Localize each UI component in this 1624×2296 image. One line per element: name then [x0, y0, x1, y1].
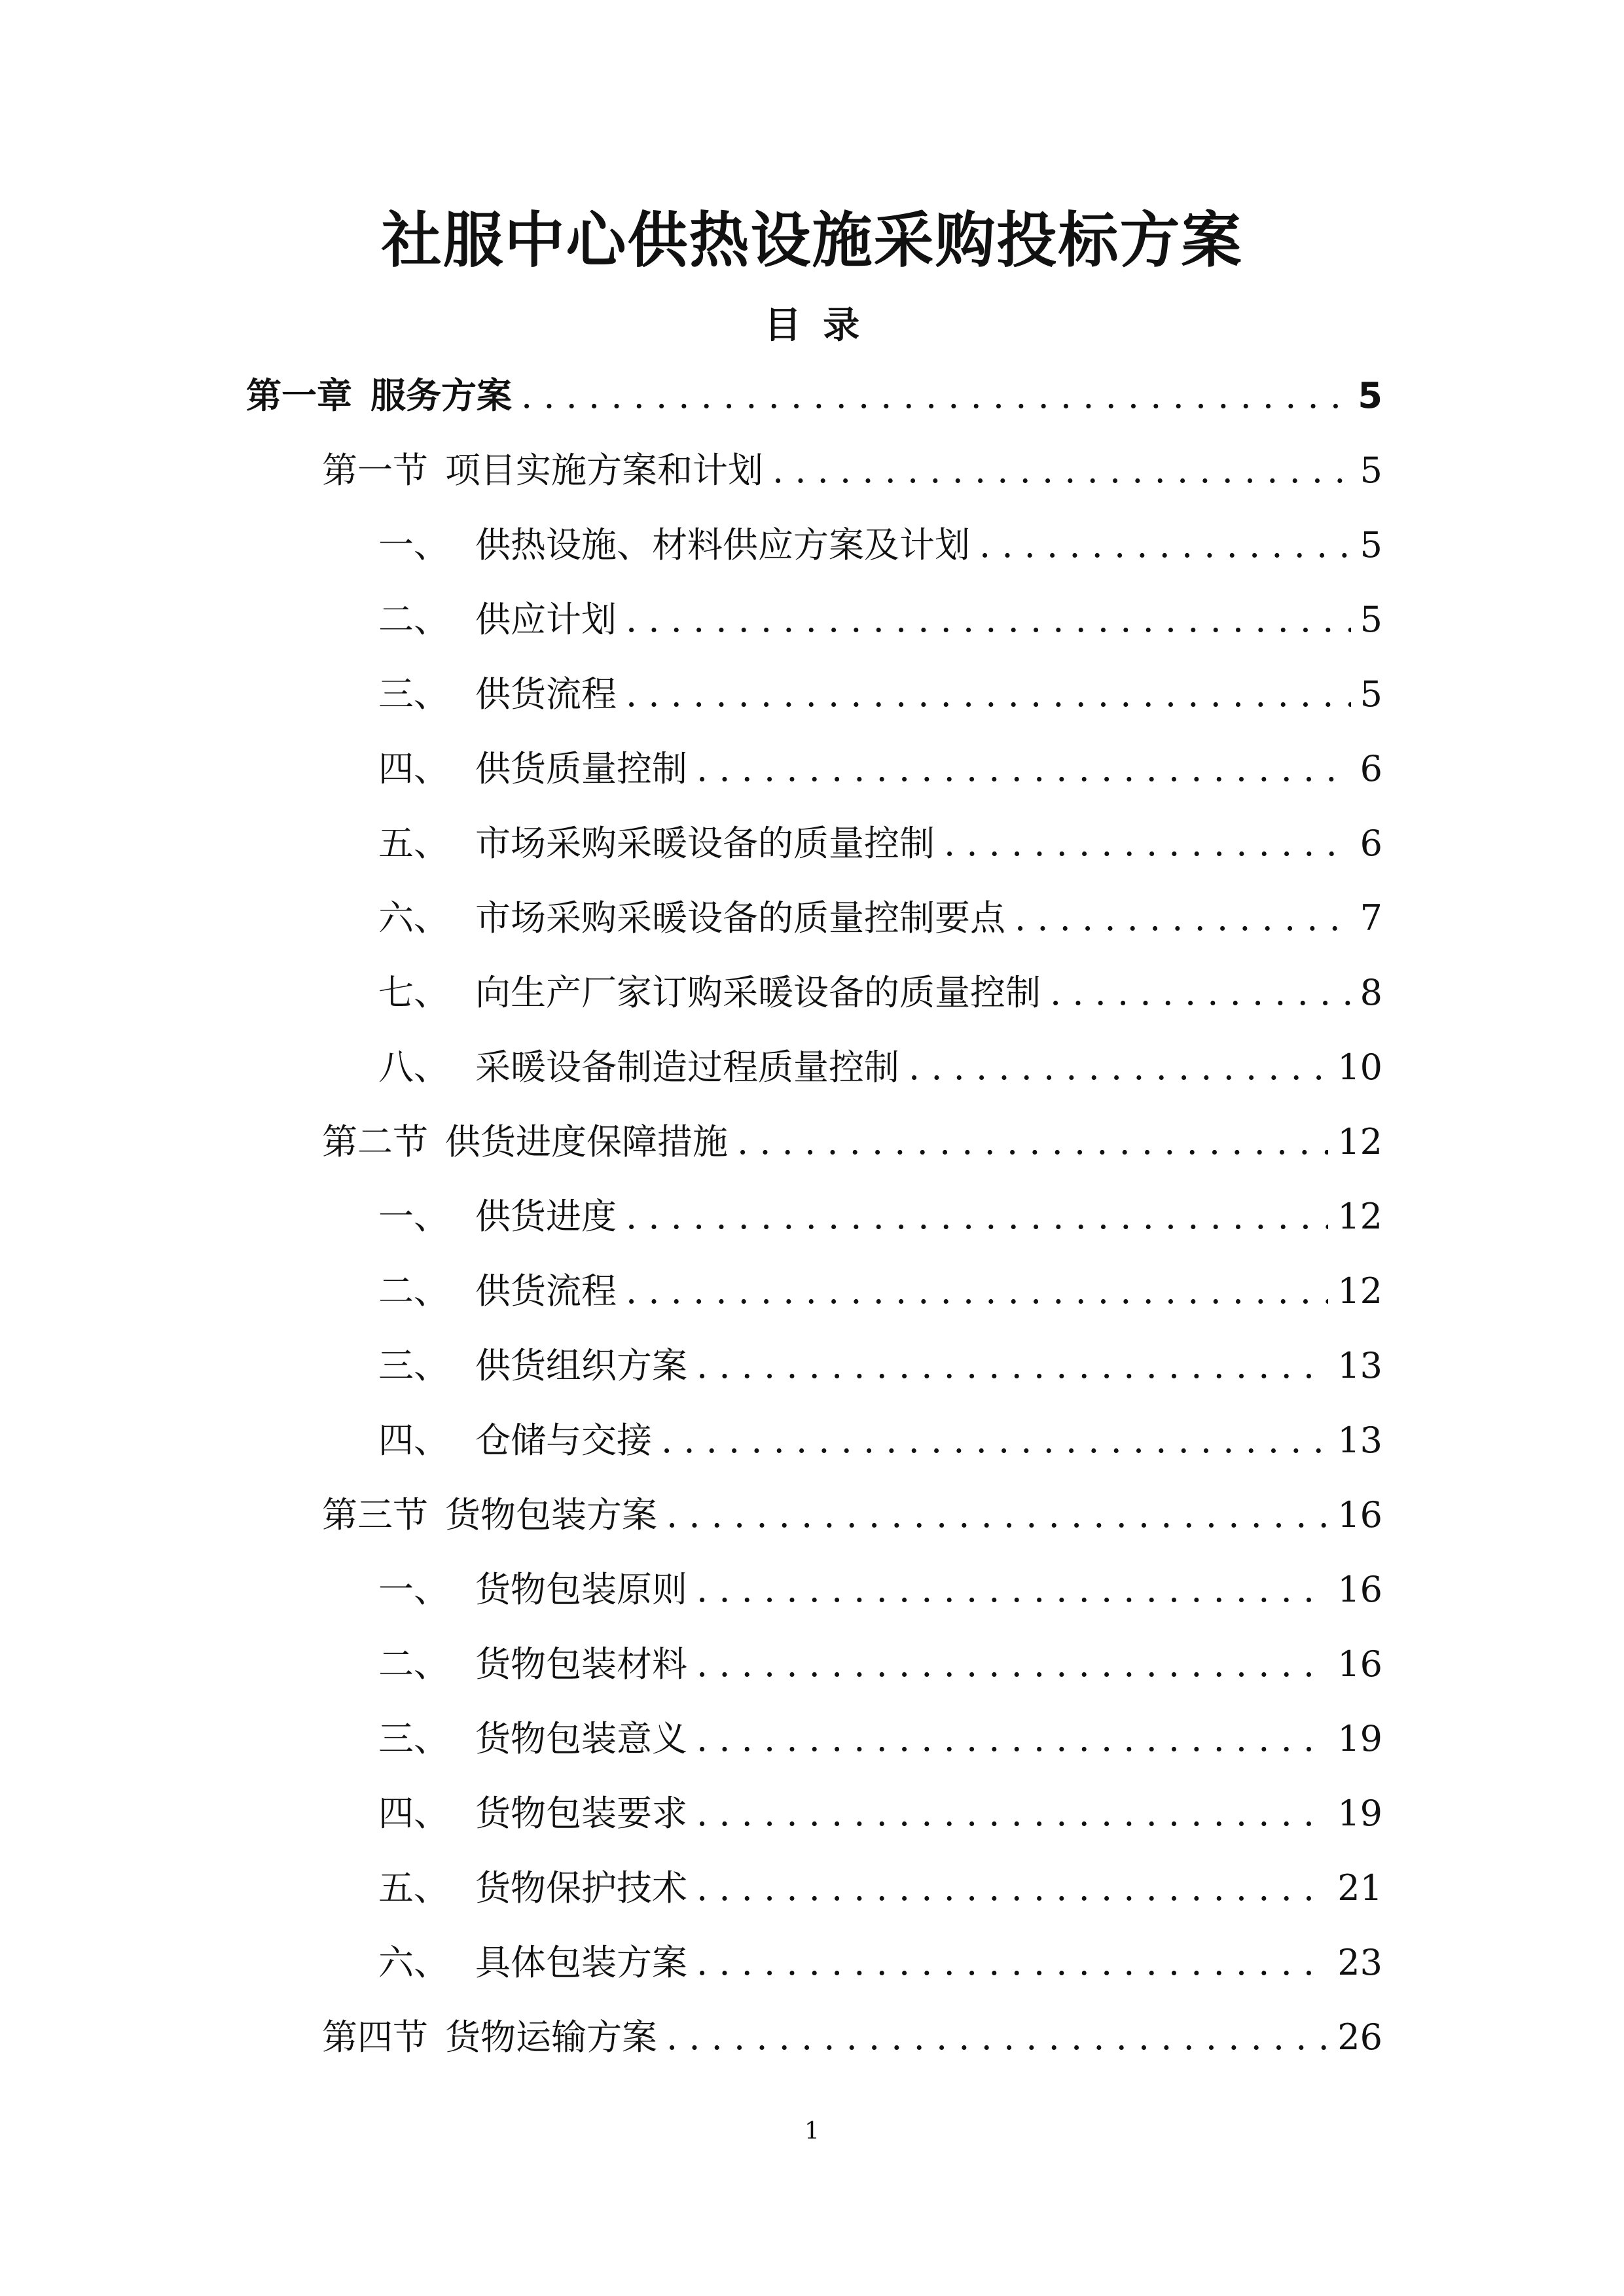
toc-entry-number: 四、	[378, 1420, 449, 1461]
toc-entry-label: 供货组织方案	[475, 1345, 687, 1386]
toc-entry-label: 供应计划	[475, 599, 617, 640]
toc-entry-number: 四、	[378, 1793, 449, 1834]
toc-entry-label: 货物包装要求	[475, 1793, 687, 1834]
dot-leader	[772, 433, 1351, 508]
toc-entry-label: 服务方案	[370, 375, 512, 416]
toc-entry[interactable]	[0, 583, 1624, 657]
toc-entry-label: 市场采购采暖设备的质量控制	[475, 823, 935, 864]
toc-entry[interactable]	[0, 1478, 1624, 1552]
dot-leader	[1050, 956, 1351, 1030]
dot-leader	[979, 508, 1351, 583]
toc-entry-label: 供货进度保障措施	[445, 1121, 728, 1162]
toc-entry-number: 六、	[378, 897, 449, 939]
dot-leader	[661, 1403, 1328, 1478]
table-of-contents	[0, 359, 1624, 2075]
toc-entry[interactable]	[0, 1105, 1624, 1179]
toc-entry-page: 13	[1337, 1345, 1382, 1386]
toc-entry-number: 一、	[378, 1196, 449, 1237]
dot-leader	[666, 1478, 1328, 1552]
toc-entry-label: 具体包装方案	[475, 1942, 687, 1983]
toc-entry[interactable]	[0, 806, 1624, 881]
toc-entry-number: 三、	[378, 1345, 449, 1386]
toc-entry[interactable]	[0, 1702, 1624, 1776]
toc-entry-number: 六、	[378, 1942, 449, 1983]
toc-entry[interactable]	[0, 1403, 1624, 1478]
toc-heading: 目 录	[764, 304, 860, 347]
toc-entry-page: 21	[1337, 1867, 1382, 1909]
toc-entry[interactable]	[0, 732, 1624, 806]
toc-entry[interactable]	[0, 1627, 1624, 1702]
page-number: 1	[804, 2118, 820, 2145]
toc-entry-number: 三、	[378, 1718, 449, 1759]
dot-leader	[626, 1179, 1328, 1254]
toc-entry-number: 一、	[378, 524, 449, 565]
toc-entry-label: 货物包装方案	[445, 1494, 657, 1535]
toc-entry-page: 5	[1360, 673, 1382, 715]
toc-entry[interactable]	[0, 433, 1624, 508]
toc-entry-number: 四、	[378, 748, 449, 789]
toc-entry-label: 货物保护技术	[475, 1867, 687, 1909]
toc-entry-label: 货物包装原则	[475, 1569, 687, 1610]
dot-leader	[626, 657, 1351, 732]
toc-entry-label: 供热设施、材料供应方案及计划	[475, 524, 970, 565]
toc-entry-page: 12	[1337, 1121, 1382, 1162]
toc-entry-page: 19	[1337, 1718, 1382, 1759]
toc-entry-number: 二、	[378, 1270, 449, 1312]
document-title: 社服中心供热设施采购投标方案	[381, 206, 1243, 276]
toc-entry[interactable]	[0, 1851, 1624, 1926]
dot-leader	[909, 1030, 1328, 1105]
dot-leader	[696, 1627, 1328, 1702]
toc-entry[interactable]	[0, 508, 1624, 583]
toc-entry[interactable]	[0, 1552, 1624, 1627]
toc-entry[interactable]	[0, 2000, 1624, 2075]
toc-entry-number: 五、	[378, 1867, 449, 1909]
dot-leader	[696, 1552, 1328, 1627]
toc-entry[interactable]	[0, 956, 1624, 1030]
toc-entry-label: 货物包装意义	[475, 1718, 687, 1759]
toc-entry-page: 26	[1337, 2017, 1382, 2058]
toc-entry-label: 货物包装材料	[475, 1643, 687, 1685]
dot-leader	[696, 1776, 1328, 1851]
toc-entry[interactable]	[0, 1254, 1624, 1329]
toc-entry-label: 市场采购采暖设备的质量控制要点	[475, 897, 1005, 939]
dot-leader	[1015, 881, 1351, 956]
dot-leader	[944, 806, 1351, 881]
toc-entry-page: 5	[1360, 599, 1382, 640]
toc-entry[interactable]	[0, 1776, 1624, 1851]
toc-entry[interactable]	[0, 1030, 1624, 1105]
toc-entry-number: 二、	[378, 599, 449, 640]
toc-entry-label: 货物运输方案	[445, 2017, 657, 2058]
dot-leader	[696, 1851, 1328, 1926]
dot-leader	[666, 2000, 1328, 2075]
toc-entry-number: 第二节	[322, 1121, 428, 1162]
toc-entry-page: 16	[1337, 1569, 1382, 1610]
toc-entry-page: 7	[1360, 897, 1382, 939]
toc-entry-label: 项目实施方案和计划	[445, 450, 763, 491]
toc-entry[interactable]	[0, 1179, 1624, 1254]
dot-leader	[521, 359, 1348, 433]
toc-entry-page: 19	[1337, 1793, 1382, 1834]
toc-entry-number: 第一节	[322, 450, 428, 491]
toc-entry-label: 采暖设备制造过程质量控制	[475, 1047, 899, 1088]
toc-entry-label: 供货流程	[475, 673, 617, 715]
toc-entry-number: 五、	[378, 823, 449, 864]
dot-leader	[696, 1702, 1328, 1776]
dot-leader	[696, 1329, 1328, 1403]
toc-entry-page: 6	[1360, 823, 1382, 864]
toc-entry[interactable]	[0, 881, 1624, 956]
toc-entry-label: 向生产厂家订购采暖设备的质量控制	[475, 972, 1041, 1013]
toc-entry[interactable]	[0, 359, 1624, 433]
toc-entry-page: 16	[1337, 1643, 1382, 1685]
toc-entry-label: 仓储与交接	[475, 1420, 652, 1461]
toc-entry-page: 10	[1337, 1047, 1382, 1088]
toc-entry-number: 八、	[378, 1047, 449, 1088]
toc-entry-page: 6	[1360, 748, 1382, 789]
toc-entry[interactable]	[0, 657, 1624, 732]
toc-entry-label: 供货进度	[475, 1196, 617, 1237]
dot-leader	[696, 1926, 1328, 2000]
toc-entry-number: 二、	[378, 1643, 449, 1685]
toc-entry-number: 三、	[378, 673, 449, 715]
toc-entry-number: 第三节	[322, 1494, 428, 1535]
toc-entry-page: 12	[1337, 1270, 1382, 1312]
toc-entry-page: 12	[1337, 1196, 1382, 1237]
toc-entry-number: 第一章	[246, 375, 352, 416]
toc-entry-page: 13	[1337, 1420, 1382, 1461]
toc-entry-page: 5	[1360, 524, 1382, 565]
toc-entry[interactable]	[0, 1329, 1624, 1403]
toc-entry-number: 七、	[378, 972, 449, 1013]
toc-entry-page: 8	[1360, 972, 1382, 1013]
toc-entry-label: 供货流程	[475, 1270, 617, 1312]
toc-entry[interactable]	[0, 1926, 1624, 2000]
toc-entry-number: 一、	[378, 1569, 449, 1610]
toc-entry-page: 5	[1358, 375, 1382, 416]
dot-leader	[737, 1105, 1328, 1179]
toc-entry-page: 16	[1337, 1494, 1382, 1535]
toc-entry-page: 5	[1360, 450, 1382, 491]
toc-entry-number: 第四节	[322, 2017, 428, 2058]
dot-leader	[696, 732, 1351, 806]
toc-entry-label: 供货质量控制	[475, 748, 687, 789]
toc-entry-page: 23	[1337, 1942, 1382, 1983]
dot-leader	[626, 1254, 1328, 1329]
dot-leader	[626, 583, 1351, 657]
